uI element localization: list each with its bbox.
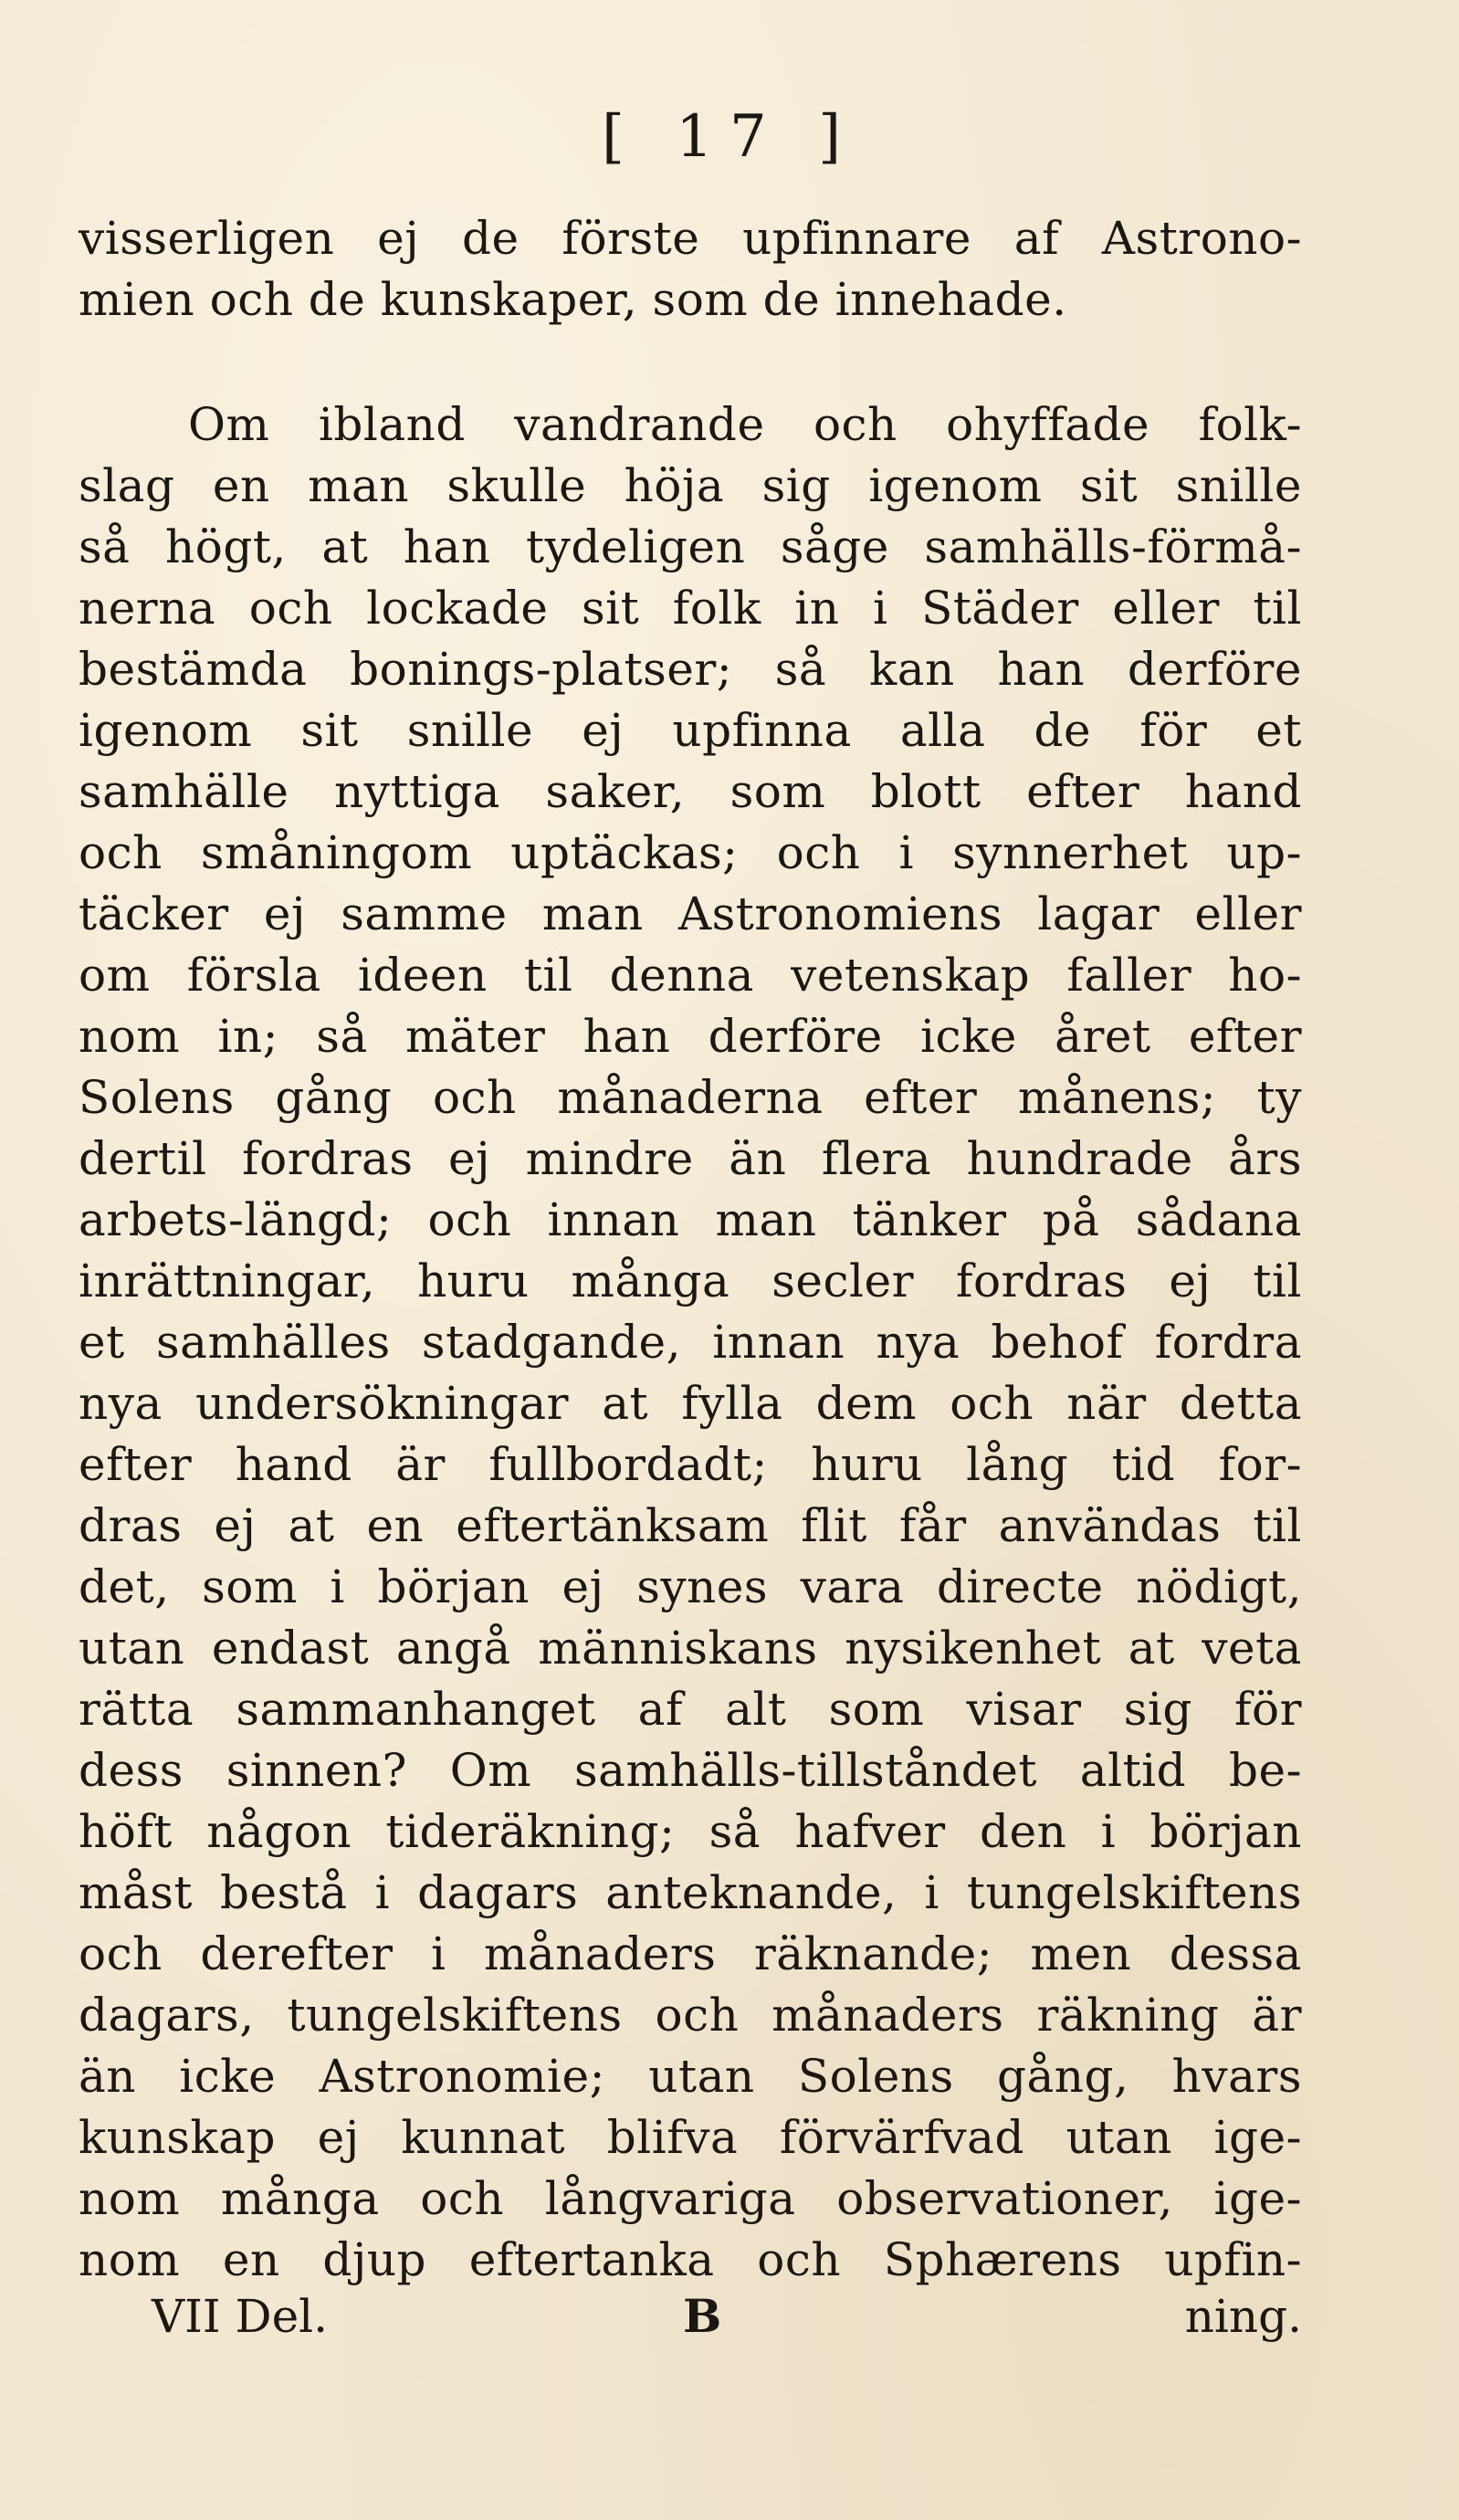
signature-mark: B — [683, 2289, 722, 2343]
text-line: bestämda bonings-platser; så kan han derföre — [79, 643, 1302, 696]
text-line: dagars, tungelskiftens och månaders räkning är — [79, 1989, 1302, 2042]
text-line: och småningom uptäckas; och i synnerhet up- — [79, 826, 1302, 879]
body-text — [79, 208, 1302, 2291]
text-line: samhälle nyttiga saker, som blott efter hand — [79, 765, 1302, 818]
text-line: efter hand är fullbordadt; huru lång tid for- — [79, 1438, 1302, 1491]
signature-volume: VII Del. — [152, 2290, 329, 2343]
text-line: nya undersökningar at fylla dem och när detta — [79, 1377, 1302, 1430]
text-line: arbets-längd; och innan man tänker på sådana — [79, 1193, 1302, 1246]
text-line: dertil fordras ej mindre än flera hundrade års — [79, 1132, 1302, 1185]
text-line: måst bestå i dagars anteknande, i tungelskiftens — [79, 1866, 1302, 1919]
text-line: kunskap ej kunnat blifva förvärfvad utan ige- — [79, 2111, 1302, 2164]
text-line: nom många och långvariga observationer, ige- — [79, 2172, 1302, 2225]
page-number: [ 17 ] — [601, 103, 858, 171]
text-line: et samhälles stadgande, innan nya behof fordra — [79, 1316, 1302, 1369]
catchword: ning. — [1184, 2290, 1302, 2343]
text-line: nom en djup eftertanka och Sphærens upfin- — [79, 2233, 1302, 2286]
text-line: slag en man skulle höja sig igenom sit snille — [79, 459, 1302, 512]
text-line: dess sinnen? Om samhälls-tillståndet altid be- — [79, 1744, 1302, 1797]
text-line: visserligen ej de förste upfinnare af Astrono- — [79, 212, 1302, 265]
text-line: mien och de kunskaper, som de innehade. — [79, 273, 1067, 326]
text-line: täcker ej samme man Astronomiens lagar eller — [79, 887, 1302, 940]
text-line: nom in; så mäter han derföre icke året efter — [79, 1010, 1302, 1063]
text-line: och derefter i månaders räknande; men dessa — [79, 1927, 1302, 1980]
text-line: nerna och lockade sit folk in i Städer eller til — [79, 582, 1302, 635]
page-footer — [79, 2284, 1302, 2348]
text-line: dras ej at en eftertänksam flit får användas til — [79, 1499, 1302, 1552]
text-line: rätta sammanhanget af alt som visar sig för — [79, 1683, 1302, 1736]
text-line: så högt, at han tydeligen såge samhälls-förmå- — [79, 520, 1302, 573]
paragraph-gap — [79, 331, 1302, 394]
text-line: Om ibland vandrande och ohyffade folk- — [188, 398, 1302, 451]
text-line: Solens gång och månaderna efter månens; ty — [79, 1071, 1302, 1124]
text-line: inrättningar, huru många secler fordras ej til — [79, 1255, 1302, 1307]
text-line: igenom sit snille ej upfinna alla de för et — [79, 704, 1302, 757]
text-line: höft någon tideräkning; så hafver den i början — [79, 1805, 1302, 1858]
text-line: utan endast angå människans nysikenhet at veta — [79, 1622, 1302, 1675]
text-line: om försla ideen til denna vetenskap faller ho- — [79, 949, 1302, 1002]
text-line: än icke Astronomie; utan Solens gång, hvars — [79, 2050, 1302, 2103]
text-line: det, som i början ej synes vara directe nödigt, — [79, 1560, 1302, 1613]
